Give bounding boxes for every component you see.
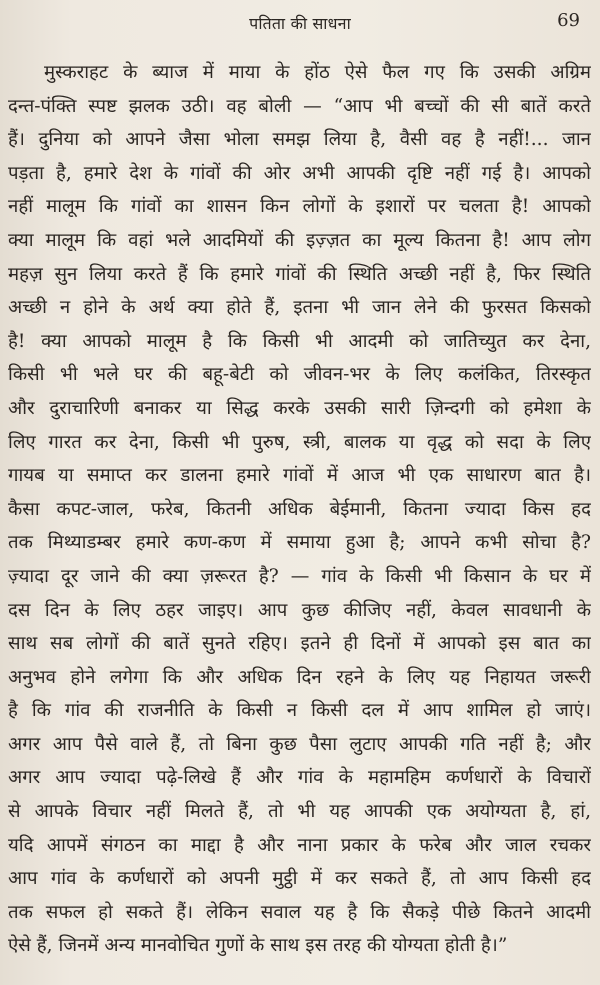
text-line: है कि गांव की राजनीति के किसी न किसी दल में आप शामिल हो जाएं। [8,700,591,722]
text-line: अगर आप पैसे वाले हैं, तो बिना कुछ पैसा लुटाए आपकी गति नहीं है; और [8,733,591,755]
text-line: तक मिथ्याडम्बर हमारे कण-कण में समाया हुआ है; आपने कभी सोचा है? [8,532,591,554]
text-line: साथ सब लोगों की बातें सुनते रहिए। इतने ही दिनों में आपको इस बात का [8,633,591,655]
text-line: दन्त-पंक्ति स्पष्ट झलक उठी। वह बोली — “आप भी बच्चों की सी बातें करते [8,95,591,117]
body-text [8,56,591,963]
text-line: गायब या समाप्त कर डालना हमारे गांवों में आज भी एक साधारण बात है। [8,465,591,487]
text-line: कैसा कपट-जाल, फरेब, कितनी अधिक बेईमानी, कितना ज्यादा किस हद [8,498,591,520]
text-line: दस दिन के लिए ठहर जाइए। आप कुछ कीजिए नहीं, केवल सावधानी के [8,599,591,621]
text-line: किसी भी भले घर की बहू-बेटी को जीवन-भर के लिए कलंकित, तिरस्कृत [8,364,591,386]
text-line: हैं। दुनिया को आपने जैसा भोला समझ लिया है, वैसी वह है नहीं!... जान [8,129,591,151]
text-line: नहीं मालूम कि गांवों का शासन किन लोगों के इशारों पर चलता है! आपको [8,196,591,218]
running-title: पतिता की साधना [249,14,351,33]
text-line: पड़ता है, हमारे देश के गांवों की ओर अभी आपकी दृष्टि नहीं गई है। आपको [8,162,591,184]
text-line: यदि आपमें संगठन का माद्दा है और नाना प्रकार के फरेब और जाल रचकर [8,834,591,856]
text-line: लिए गारत कर देना, किसी भी पुरुष, स्त्री, बालक या वृद्ध को सदा के लिए [8,431,591,453]
text-line: तक सफल हो सकते हैं। लेकिन सवाल यह है कि सैकड़े पीछे कितने आदमी [8,901,591,923]
text-line: ऐसे हैं, जिनमें अन्य मानवोचित गुणों के साथ इस तरह की योग्यता होती है।” [8,935,508,957]
text-line: अगर आप ज्यादा पढ़े-लिखे हैं और गांव के महामहिम कर्णधारों के विचारों [8,767,591,789]
text-line: मुस्कराहट के ब्याज में माया के होंठ ऐसे फैल गए कि उसकी अग्रिम [44,62,591,83]
text-line: से आपके विचार नहीं मिलते हैं, तो भी यह आपकी एक अयोग्यता है, हां, [8,801,591,823]
page-header [0,6,600,36]
text-line: महज़ सुन लिया करते हैं कि हमारे गांवों की स्थिति अच्छी नहीं है, फिर स्थिति [8,263,591,285]
text-line: अच्छी न होने के अर्थ क्या होते हैं, इतना भी जान लेने की फुरसत किसको [8,297,591,319]
text-line: क्या मालूम कि वहां भले आदमियों की इज़्ज़त का मूल्य कितना है! आप लोग [8,229,591,251]
text-line: अनुभव होने लगेगा कि और अधिक दिन रहने के लिए यह निहायत जरूरी [8,666,591,688]
text-line: और दुराचारिणी बनाकर या सिद्ध करके उसकी सारी ज़िन्दगी को हमेशा के [8,397,591,419]
text-line: आप गांव के कर्णधारों को अपनी मुट्ठी में कर सकते हैं, तो आप किसी हद [8,868,591,890]
text-line: ज़्यादा दूर जाने की क्या ज़रूरत है? — गांव के किसी भी किसान के घर में [8,565,591,587]
text-line: है! क्या आपको मालूम है कि किसी भी आदमी को जातिच्युत कर देना, [8,330,591,352]
page-number: 69 [557,10,580,31]
